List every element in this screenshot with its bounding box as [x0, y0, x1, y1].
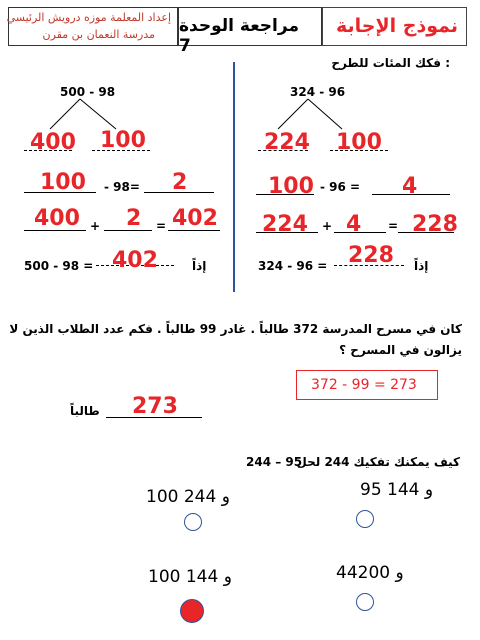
- author-box: [8, 7, 178, 46]
- problem-line-2: يزالون في المسرح ؟: [339, 343, 462, 357]
- left-row3-a: 400: [34, 206, 80, 231]
- left-row2-op: - 98=: [104, 180, 140, 194]
- answer-key-box: [322, 7, 467, 46]
- right-row3-b: 4: [346, 212, 362, 237]
- right-row3-blank-1: [256, 232, 318, 233]
- right-blank-b: [330, 150, 388, 151]
- right-blank-a: [258, 150, 308, 151]
- right-split-b: 100: [336, 130, 382, 155]
- column-divider: [233, 62, 235, 292]
- left-top-expression: 500 - 98: [60, 85, 116, 99]
- left-blank-b: [92, 150, 150, 151]
- left-row3-b: 2: [126, 206, 142, 231]
- left-row3-eq: =: [156, 219, 167, 233]
- option-left-top-radio[interactable]: [184, 513, 202, 531]
- option-right-top-label: 95 و 144: [360, 480, 434, 500]
- right-row2-first: 100: [268, 174, 314, 199]
- option-left-bottom-label: 100 و 144: [148, 567, 232, 587]
- unit-review-title: مراجعة الوحدة 7: [179, 16, 299, 56]
- option-right-top-radio[interactable]: [356, 510, 374, 528]
- left-idhan: إذاً: [192, 259, 207, 273]
- left-split-a: 400: [30, 130, 76, 155]
- left-split-b: 100: [100, 128, 146, 153]
- left-row3-blank-2: [104, 230, 152, 231]
- left-row2-blank-1: [24, 192, 96, 193]
- left-row3-plus: +: [90, 219, 101, 233]
- left-row3-blank-1: [24, 230, 86, 231]
- unit-review-box: [178, 7, 322, 56]
- left-row2-first: 100: [40, 170, 86, 195]
- option-right-bottom-label: 44و 200: [336, 563, 404, 583]
- equation-box: [296, 370, 438, 400]
- right-row3-eq: =: [388, 219, 399, 233]
- right-row3-blank-3: [398, 232, 454, 233]
- option-right-bottom-radio[interactable]: [356, 593, 374, 611]
- right-row2-blank-1: [256, 194, 314, 195]
- answer-key-title: نموذج الإجابة: [336, 15, 458, 37]
- right-final-expression: 324 - 96 =: [258, 259, 328, 273]
- left-blank-a: [24, 150, 72, 151]
- answer-number: 273: [132, 394, 178, 419]
- problem-line-1: كان في مسرح المدرسة 372 طالباً . غادر 99 طالباً . فكم عدد الطلاب الذين لا: [9, 322, 462, 336]
- answer-unit: طالباً: [70, 404, 100, 418]
- left-row3-blank-3: [168, 230, 220, 231]
- option-left-top-label: 100 و 244: [146, 487, 230, 507]
- left-final-answer: 402: [112, 248, 158, 273]
- right-final-answer: 228: [348, 243, 394, 268]
- right-row3-a: 224: [262, 212, 308, 237]
- right-row3-answer: 228: [412, 212, 458, 237]
- right-row2-blank-2: [372, 194, 450, 195]
- right-row3-plus: +: [322, 219, 333, 233]
- left-row3-answer: 402: [172, 206, 218, 231]
- left-row2-answer: 2: [172, 170, 188, 195]
- right-row2-answer: 4: [402, 174, 418, 199]
- author-line-1: إعداد المعلمة موزه درويش الرئيسي: [6, 11, 171, 24]
- mc-question: كيف يمكنك تفكيك 244 لحل: [296, 455, 460, 469]
- right-split-a: 224: [264, 130, 310, 155]
- right-idhan: إذاً: [414, 259, 429, 273]
- right-row3-blank-2: [334, 232, 386, 233]
- right-row2-op: - 96 =: [320, 180, 361, 194]
- mc-expression: 244 – 95: [246, 455, 303, 469]
- right-top-expression: 324 - 96: [290, 85, 346, 99]
- right-split-lines: [250, 95, 370, 135]
- option-left-bottom-radio-selected[interactable]: [180, 599, 204, 623]
- author-line-2: مدرسة النعمان بن مقرن: [42, 28, 155, 41]
- left-row2-blank-2: [144, 192, 214, 193]
- equation-text: 372 - 99 = 273: [311, 377, 417, 393]
- left-final-expression: 500 - 98 =: [24, 259, 94, 273]
- section1-title: فكك المئات للطرح :: [331, 56, 450, 70]
- answer-blank: [106, 417, 202, 418]
